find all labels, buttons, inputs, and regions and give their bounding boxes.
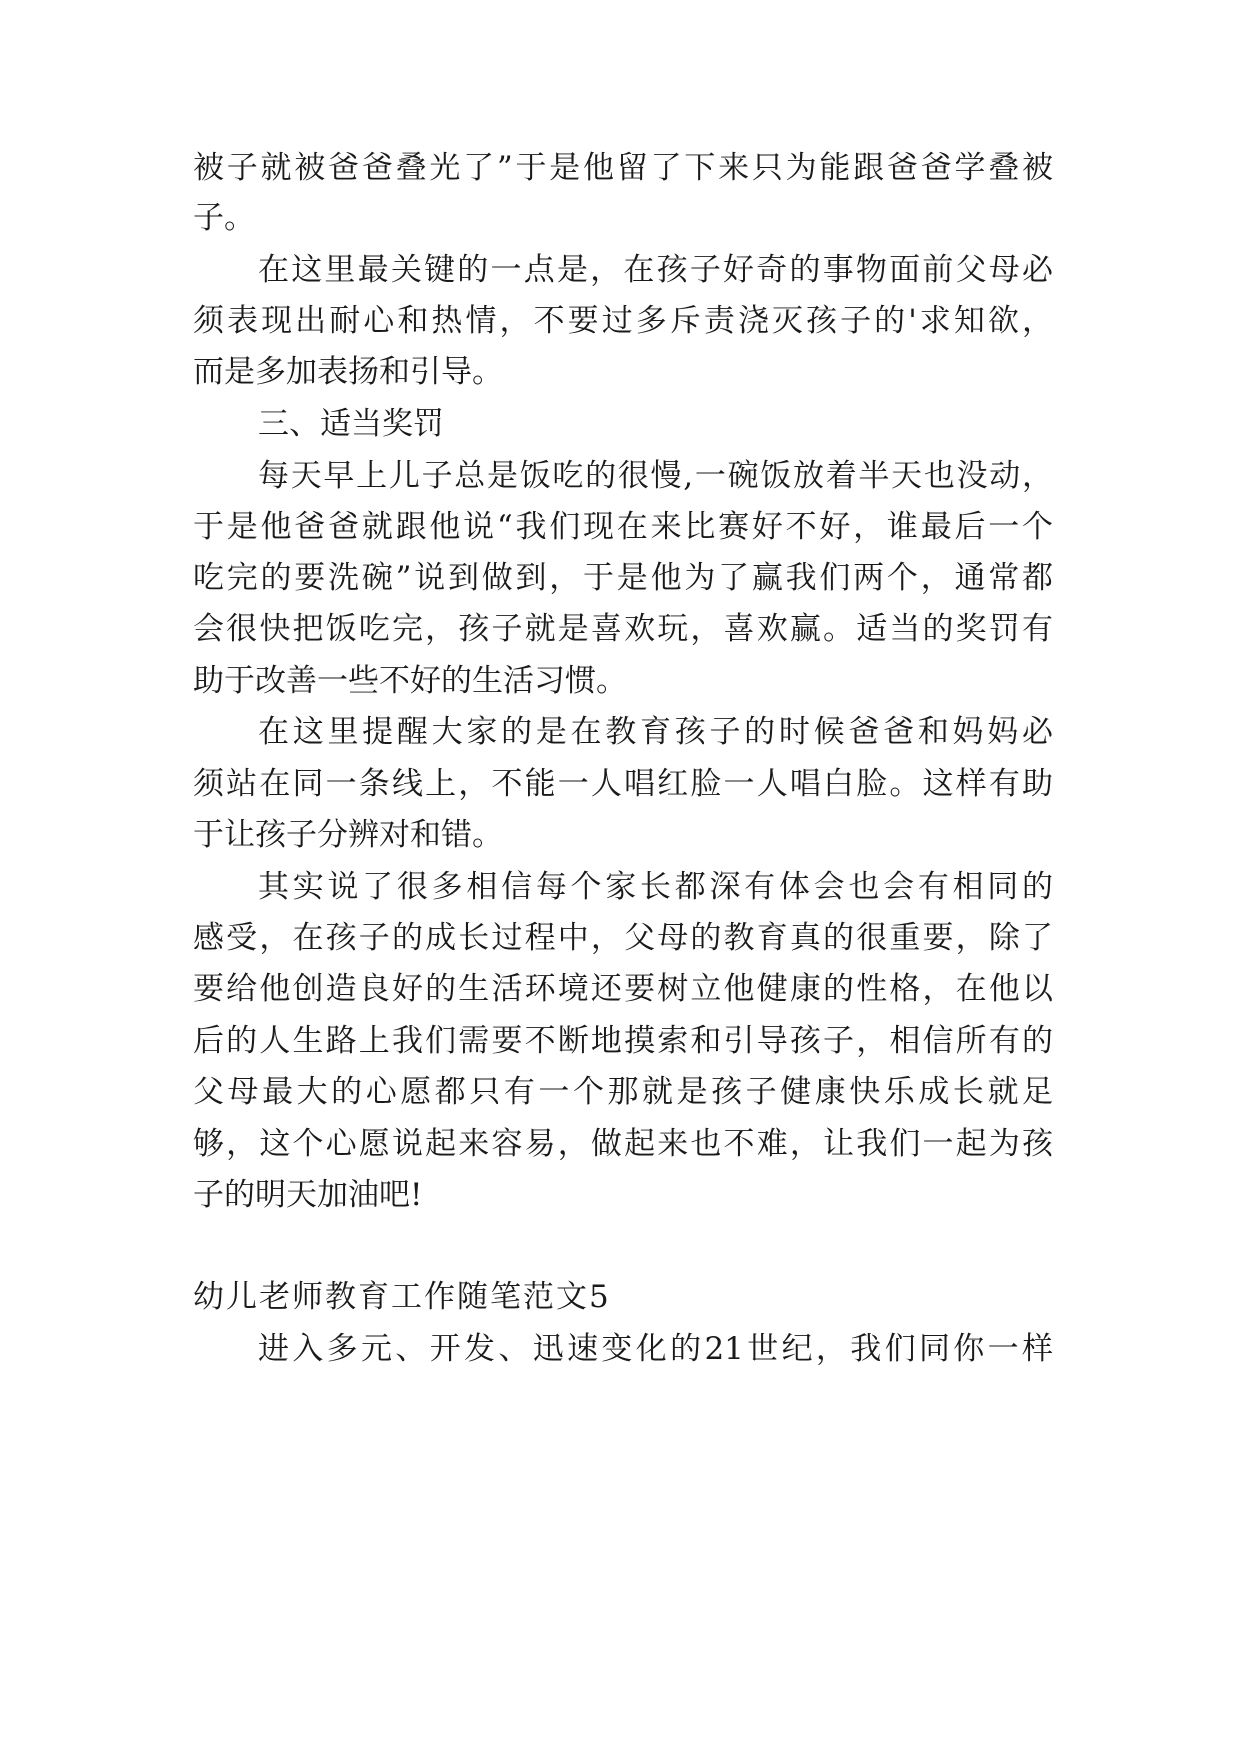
paragraph-line: 子。 (193, 200, 255, 236)
paragraph-line: 在这里最关键的一点是，在孩子好奇的事物面前父母必 (258, 252, 1053, 288)
paragraph-line: 后的人生路上我们需要不断地摸索和引导孩子，相信所有的 (193, 1023, 1053, 1059)
paragraph-line: 够，这个心愿说起来容易，做起来也不难，让我们一起为孩 (193, 1126, 1053, 1162)
paragraph-line: 助于改善一些不好的生活习惯。 (193, 663, 627, 699)
paragraph-line: 会很快把饭吃完，孩子就是喜欢玩，喜欢赢。适当的奖罚有 (193, 611, 1053, 647)
section-heading: 三、适当奖罚 (258, 406, 444, 442)
paragraph-line: 须表现出耐心和热情，不要过多斥责浇灭孩子的'求知欲， (193, 303, 1053, 339)
paragraph-line: 须站在同一条线上，不能一人唱红脸一人唱白脸。这样有助 (193, 766, 1053, 802)
paragraph-line: 要给他创造良好的生活环境还要树立他健康的性格，在他以 (193, 971, 1053, 1007)
paragraph-line: 吃完的要洗碗”说到做到，于是他为了赢我们两个，通常都 (193, 560, 1053, 596)
paragraph-line: 于是他爸爸就跟他说“我们现在来比赛好不好，谁最后一个 (193, 509, 1053, 545)
article-title: 幼儿老师教育工作随笔范文5 (193, 1279, 611, 1315)
paragraph-line: 其实说了很多相信每个家长都深有体会也会有相同的 (258, 869, 1053, 905)
paragraph-line: 于让孩子分辨对和错。 (193, 817, 503, 853)
paragraph-line: 在这里提醒大家的是在教育孩子的时候爸爸和妈妈必 (258, 714, 1053, 750)
paragraph-line: 子的明天加油吧! (193, 1177, 423, 1213)
paragraph-line: 每天早上儿子总是饭吃的很慢,一碗饭放着半天也没动， (258, 458, 1053, 494)
paragraph-line: 被子就被爸爸叠光了”于是他留了下来只为能跟爸爸学叠被 (193, 150, 1053, 186)
paragraph-line: 而是多加表扬和引导。 (193, 354, 503, 390)
paragraph-line: 感受，在孩子的成长过程中，父母的教育真的很重要，除了 (193, 920, 1053, 956)
paragraph-line: 父母最大的心愿都只有一个那就是孩子健康快乐成长就足 (193, 1074, 1053, 1110)
paragraph-line: 进入多元、开发、迅速变化的21世纪，我们同你一样 (258, 1331, 1053, 1367)
